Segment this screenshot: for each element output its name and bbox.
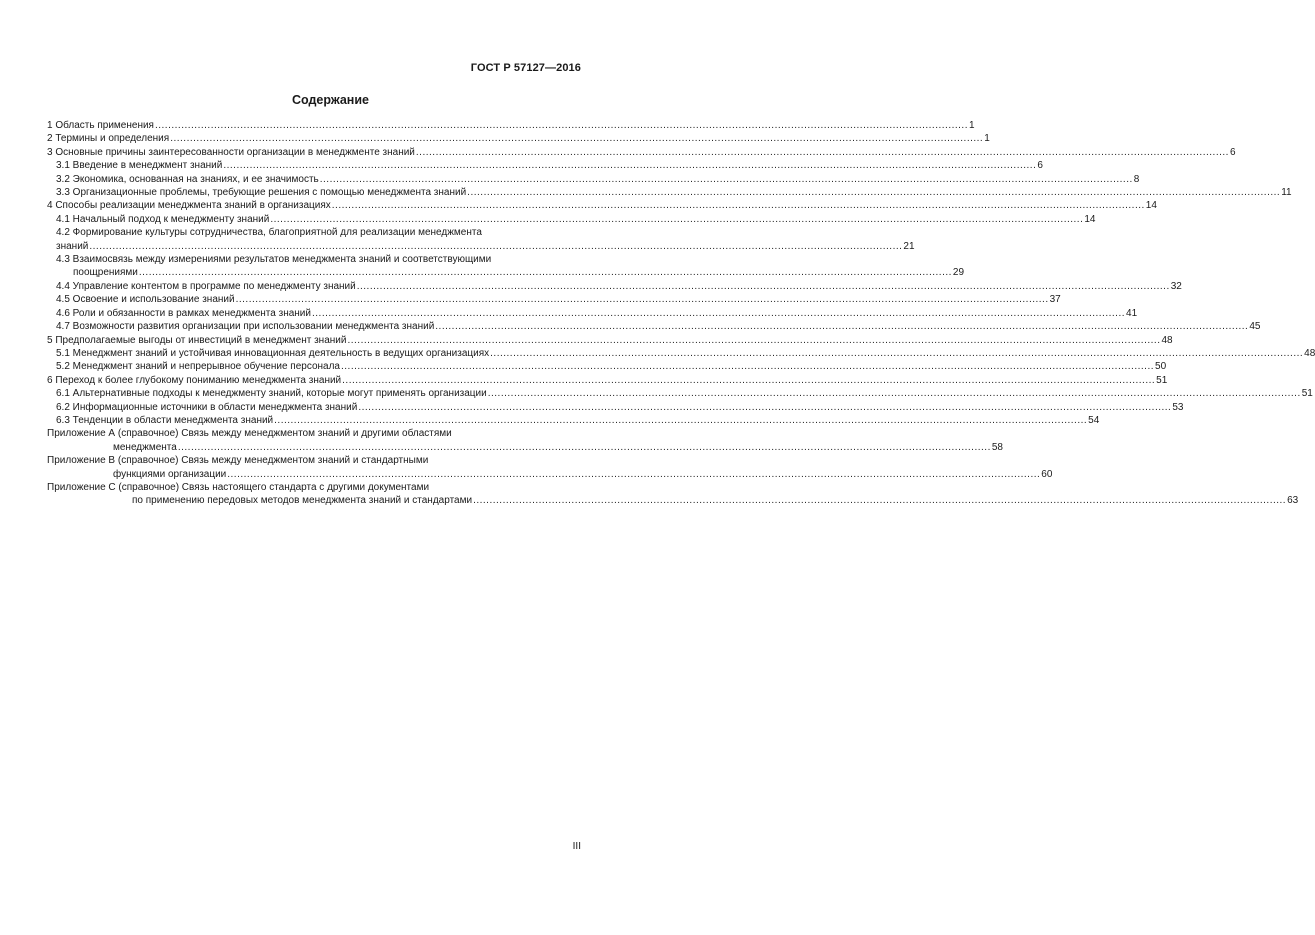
toc-entry-text: Приложение А (справочное) Связь между менеджментом знаний и другими областями xyxy=(47,428,452,440)
toc-entry-4-3[interactable] xyxy=(47,253,965,280)
toc-entry-page: 50 xyxy=(1155,361,1167,373)
toc-entry-appendix-c[interactable] xyxy=(47,481,1299,508)
toc-entry-page: 8 xyxy=(1133,173,1140,185)
toc-entry-text-continued: менеджмента xyxy=(113,441,177,453)
toc-entry-text: 6.1 Альтернативные подходы к менеджменту знаний, которые могут применять организации xyxy=(56,388,487,400)
toc-entry-text: 6 Переход к более глубокому пониманию менеджмента знаний xyxy=(47,374,342,386)
toc-entry-text: 5.1 Менеджмент знаний и устойчивая инновационная деятельность в ведущих организациях xyxy=(56,347,490,359)
toc-entry-text: 4.2 Формирование культуры сотрудничества, благоприятной для реализации менеджмента xyxy=(56,227,482,239)
toc-entry-6[interactable] xyxy=(47,374,1168,387)
toc-entry-text: 4.7 Возможности развития организации при использовании менеджмента знаний xyxy=(56,321,435,333)
toc-leader-dots xyxy=(332,199,1145,212)
toc-entry-page: 32 xyxy=(1170,280,1182,292)
toc-entry-page: 6 xyxy=(1229,146,1236,158)
toc-leader-dots xyxy=(467,186,1280,199)
toc-entry-page: 60 xyxy=(1041,468,1053,480)
toc-entry-page: 21 xyxy=(903,240,915,252)
toc-entry-text: 2 Термины и определения xyxy=(47,133,170,145)
toc-entry-text: 3 Основные причины заинтересованности организации в менеджменте знаний xyxy=(47,146,415,158)
toc-entry-appendix-b[interactable] xyxy=(47,454,1053,481)
toc-entry-page: 14 xyxy=(1145,200,1157,212)
toc-entry-page: 6 xyxy=(1037,160,1043,172)
toc-entry-text: 5 Предполагаемые выгоды от инвестиций в менеджмент знаний xyxy=(47,334,347,346)
toc-entry-text: 1 Область применения xyxy=(47,120,154,131)
toc-entry-6-2[interactable] xyxy=(47,401,1184,414)
toc-leader-dots xyxy=(89,240,902,253)
toc-entry-4[interactable] xyxy=(47,199,1157,212)
toc-entry-1[interactable] xyxy=(47,119,975,132)
toc-entry-4-1[interactable] xyxy=(47,213,1096,226)
toc-leader-dots xyxy=(341,360,1154,373)
toc-leader-dots xyxy=(236,293,1049,306)
toc-leader-dots xyxy=(357,280,1170,293)
toc-title: Содержание xyxy=(291,93,369,107)
toc-entry-3-1[interactable] xyxy=(47,159,1043,172)
toc-entry-text: 4.5 Освоение и использование знаний xyxy=(56,294,235,306)
toc-entry-4-5[interactable] xyxy=(47,293,1061,306)
toc-entry-text: 4.3 Взаимосвязь между измерениями результатов менеджмента знаний и соответствующими xyxy=(56,254,492,266)
toc-leader-dots xyxy=(155,119,968,132)
toc-entry-text-continued: функциями организации xyxy=(113,468,227,480)
toc-entry-page: 41 xyxy=(1126,307,1138,319)
toc-entry-page: 45 xyxy=(1249,321,1261,333)
toc-leader-dots xyxy=(223,159,1036,172)
toc-entry-2[interactable] xyxy=(47,132,990,145)
toc-entry-page: 51 xyxy=(1156,374,1168,386)
toc-entry-page: 58 xyxy=(991,441,1003,453)
toc-entry-page: 48 xyxy=(1161,334,1173,346)
toc-entry-text: 3.2 Экономика, основанная на знаниях, и ее значимость xyxy=(56,173,319,185)
toc-leader-dots xyxy=(274,414,1087,427)
toc-entry-text: 3.3 Организационные проблемы, требующие решения с помощью менеджмента знаний xyxy=(56,187,467,199)
toc-entry-page: 53 xyxy=(1172,401,1184,413)
toc-entry-4-2[interactable] xyxy=(47,226,915,253)
page-number: III xyxy=(572,841,581,852)
toc-leader-dots xyxy=(178,441,991,454)
toc-leader-dots xyxy=(342,374,1155,387)
toc-entry-text: Приложение В (справочное) Связь между менеджментом знаний и стандартными xyxy=(47,455,429,467)
toc-entry-5-2[interactable] xyxy=(47,360,1167,373)
toc-entry-page: 14 xyxy=(1084,213,1096,225)
toc-entry-page: 37 xyxy=(1049,294,1061,306)
toc-leader-dots xyxy=(435,320,1248,333)
toc-entry-text: 6.3 Тенденции в области менеджмента знаний xyxy=(56,414,274,426)
toc-leader-dots xyxy=(473,494,1286,507)
toc-entry-text: 4.6 Роли и обязанности в рамках менеджмента знаний xyxy=(56,307,311,319)
toc-entry-text: 5.2 Менеджмент знаний и непрерывное обучение персонала xyxy=(56,361,340,373)
toc-entry-text: 4.1 Начальный подход к менеджменту знаний xyxy=(56,213,270,225)
toc-leader-dots xyxy=(270,213,1083,226)
toc-entry-3-2[interactable] xyxy=(47,173,1140,186)
toc-leader-dots xyxy=(416,146,1229,159)
document-code: ГОСТ Р 57127—2016 xyxy=(470,62,581,74)
toc-entry-text-continued: знаний xyxy=(56,240,89,252)
toc-entry-5[interactable] xyxy=(47,334,1173,347)
toc-leader-dots xyxy=(139,266,952,279)
toc-entry-4-6[interactable] xyxy=(47,307,1138,320)
toc-leader-dots xyxy=(490,347,1303,360)
toc-entry-appendix-a[interactable] xyxy=(47,427,1003,454)
toc-entry-page: 29 xyxy=(952,267,965,279)
toc-entry-text-continued: поощрениями xyxy=(73,267,138,279)
toc-entry-text: 6.2 Информационные источники в области менеджмента знаний xyxy=(56,401,358,413)
toc-entry-page: 51 xyxy=(1301,388,1313,400)
toc-leader-dots xyxy=(488,387,1301,400)
toc-entry-page: 1 xyxy=(969,120,975,131)
toc-leader-dots xyxy=(227,468,1040,481)
toc-entry-text: 4.4 Управление контентом в программе по менеджменту знаний xyxy=(56,280,356,292)
toc-leader-dots xyxy=(347,334,1160,347)
toc-entry-4-7[interactable] xyxy=(47,320,1261,333)
toc-entry-text: 4 Способы реализации менеджмента знаний в организациях xyxy=(47,200,331,212)
toc-entry-4-4[interactable] xyxy=(47,280,1182,293)
toc-entry-3[interactable] xyxy=(47,146,1236,159)
table-of-contents xyxy=(47,119,1315,508)
toc-entry-text: 3.1 Введение в менеджмент знаний xyxy=(56,160,223,172)
toc-entry-text: Приложение С (справочное) Связь настоящего стандарта с другими документами xyxy=(47,481,430,493)
toc-entry-page: 54 xyxy=(1088,414,1100,426)
toc-leader-dots xyxy=(312,307,1125,320)
toc-entry-text-continued: по применению передовых методов менеджмента знаний и стандартами xyxy=(132,495,473,507)
toc-leader-dots xyxy=(170,132,983,145)
toc-leader-dots xyxy=(320,173,1133,186)
toc-leader-dots xyxy=(358,401,1171,414)
toc-entry-page: 48 xyxy=(1304,347,1315,359)
toc-entry-page: 63 xyxy=(1287,495,1299,507)
toc-entry-6-1[interactable] xyxy=(47,387,1313,400)
toc-entry-6-3[interactable] xyxy=(47,414,1100,427)
toc-entry-3-3[interactable] xyxy=(47,186,1292,199)
toc-entry-5-1[interactable] xyxy=(47,347,1315,360)
toc-entry-page: 1 xyxy=(984,133,990,145)
toc-entry-page: 11 xyxy=(1281,187,1292,199)
